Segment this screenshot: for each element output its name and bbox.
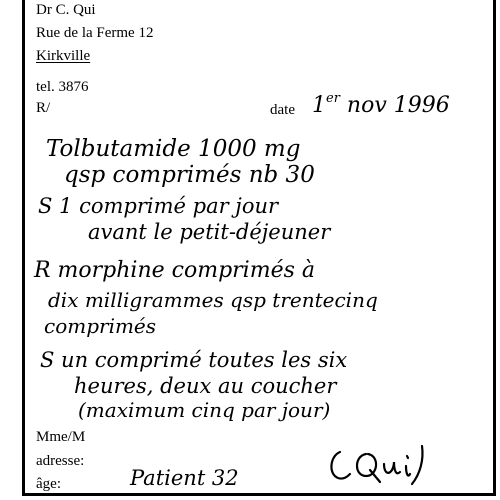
prescription-line-10: (maximum cinq par jour) (78, 398, 331, 422)
rx-symbol: R/ (36, 100, 51, 116)
patient-address-label: adresse: (36, 453, 85, 469)
prescription-line-2: qsp comprimés nb 30 (64, 162, 315, 188)
signature (326, 440, 436, 486)
prescription-line-3: S 1 comprimé par jour (38, 194, 279, 218)
prescription-line-1: Tolbutamide 1000 mg (46, 136, 301, 162)
date-month-year: nov 1996 (346, 93, 450, 118)
prescription-line-6: dix milligrammes qsp trentecinq (48, 288, 378, 312)
doctor-city: Kirkville (36, 48, 91, 64)
doctor-street: Rue de la Ferme 12 (36, 25, 154, 41)
date-label: date (270, 102, 295, 118)
patient-name-handwritten: Patient 32 (130, 466, 239, 490)
prescription-line-7: comprimés (44, 314, 157, 338)
doctor-name: Dr C. Qui (36, 2, 96, 18)
doctor-phone: tel. 3876 (36, 79, 89, 95)
patient-title-label: Mme/M (36, 429, 86, 445)
prescription-line-5: R morphine comprimés à (34, 258, 315, 283)
prescription-line-4: avant le petit-déjeuner (88, 220, 331, 244)
date-day-suffix: er (326, 91, 340, 106)
patient-age-label: âge: (36, 476, 61, 492)
date-handwritten (312, 92, 450, 117)
date-day: 1 (312, 93, 326, 118)
prescription-line-8: S un comprimé toutes les six (40, 348, 348, 372)
prescription-line-9: heures, deux au coucher (74, 374, 337, 398)
